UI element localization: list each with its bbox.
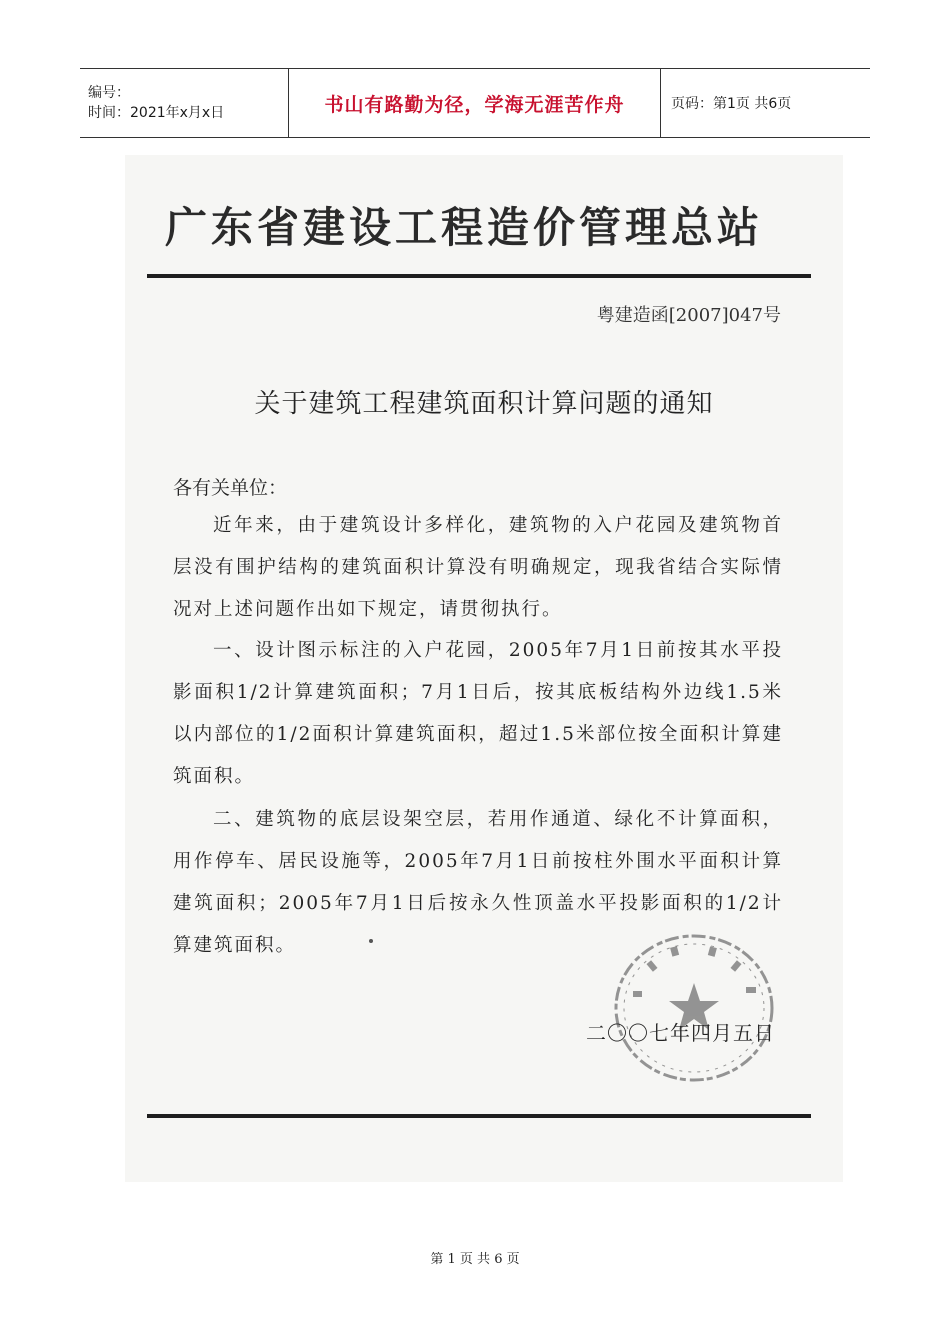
- time-label: 时间：2021年x月x日: [88, 105, 225, 121]
- header-motto-cell: [288, 69, 661, 137]
- issue-date: 二〇〇七年四月五日: [586, 1021, 775, 1045]
- agency-letterhead: 广东省建设工程造价管理总站: [165, 203, 764, 252]
- page-footer: 第 1 页 共 6 页: [430, 1252, 520, 1267]
- header-meta: [80, 69, 288, 137]
- header-table: [80, 68, 870, 138]
- paragraph-intro: 近年来，由于建筑设计多样化，建筑物的入户花园及建筑物首层没有围护结构的建筑面积计算没有明确规定，现我省结合实际情况对上述问题作出如下规定，请贯彻执行。: [173, 515, 783, 620]
- scan-speck: [369, 939, 373, 943]
- scanned-document: [125, 155, 843, 1182]
- bottom-divider: [147, 1114, 811, 1118]
- letterhead-divider: [147, 274, 811, 278]
- salutation: 各有关单位：: [173, 477, 288, 499]
- document-title: 关于建筑工程建筑面积计算问题的通知: [254, 389, 714, 419]
- header-page-cell: [661, 69, 870, 137]
- document-number: 粤建造函[2007]047号: [596, 305, 781, 326]
- page-info: 页码：第1页 共6页: [671, 96, 792, 112]
- motto-text: 书山有路勤为径，学海无涯苦作舟: [324, 93, 625, 116]
- number-label: 编号：: [88, 85, 130, 101]
- paragraph-item-two: 二、建筑物的底层设架空层，若用作通道、绿化不计算面积，用作停车、居民设施等，2005年7月1日前按柱外围水平面积计算建筑面积；2005年7月1日后按永久性顶盖水平投影面积的1/2计算建筑面积。: [173, 809, 783, 956]
- paragraph-item-one: 一、设计图示标注的入户花园，2005年7月1日前按其水平投影面积1/2计算建筑面积；7月1日后，按其底板结构外边线1.5米以内部位的1/2面积计算建筑面积，超过1.5米部位按全面积计算建筑面积。: [173, 640, 783, 787]
- official-seal: [611, 931, 777, 1085]
